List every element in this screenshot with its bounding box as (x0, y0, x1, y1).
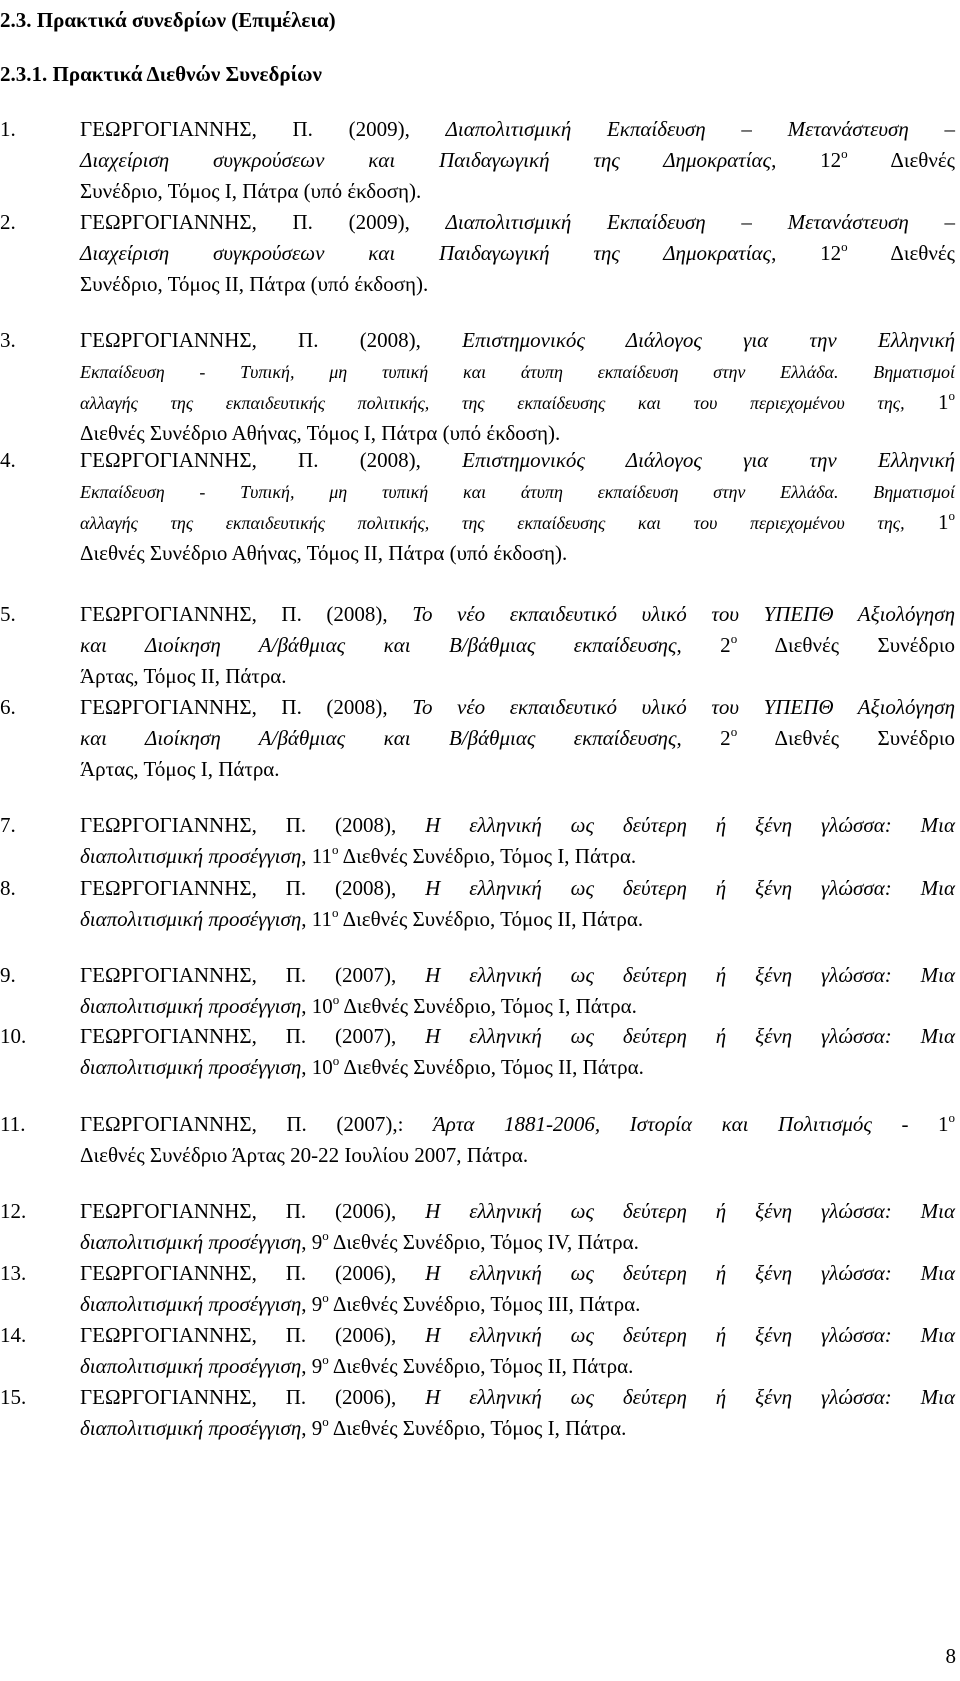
superscript: ο (332, 905, 339, 920)
text: Διεθνές (847, 148, 955, 172)
title-text: Η ελληνική ως δεύτερη ή ξένη γλώσσα: Μια (425, 876, 955, 900)
title-text: αλλαγής της εκπαιδευτικής πολιτικής, της εκπαίδευσης και του περιεχομένου της, (80, 513, 905, 533)
text: Διεθνές Συνέδριο, Τόμος ΙΙ, Πάτρα. (339, 1055, 644, 1079)
text: Συνέδριο, Τόμος ΙΙ, Πάτρα (υπό έκδοση). (80, 272, 429, 296)
list-item (0, 1258, 955, 1320)
text: , 9 (301, 1230, 323, 1254)
author-year: ΓΕΩΡΓΟΓΙΑΝΝΗΣ, Π. (2008), (80, 813, 426, 837)
title-text: Η ελληνική ως δεύτερη ή ξένη γλώσσα: Μια (425, 1261, 955, 1285)
list-item (0, 810, 955, 872)
text: Διεθνές Συνέδριο (737, 633, 956, 657)
list-item (0, 1196, 955, 1258)
item-number: 15. (0, 1385, 27, 1409)
title-text: διαπολιτισμική προσέγγιση (80, 907, 302, 931)
text: Άρτας, Τόμος Ι, Πάτρα. (80, 757, 280, 781)
superscript: ο (322, 1228, 329, 1243)
title-text: διαπολιτισμική προσέγγιση (80, 1292, 302, 1316)
list-item (0, 325, 955, 449)
text: 1 (904, 510, 949, 534)
superscript: ο (730, 724, 738, 739)
text: Διεθνές Συνέδριο (737, 726, 956, 750)
text: 1 (904, 390, 949, 414)
text: , 12 (771, 241, 842, 265)
item-number: 7. (0, 813, 16, 837)
author-year: ΓΕΩΡΓΟΓΙΑΝΝΗΣ, Π. (2008), (80, 328, 463, 352)
item-number: 8. (0, 876, 16, 900)
superscript: ο (948, 388, 955, 403)
title-text: διαπολιτισμική προσέγγιση (80, 994, 302, 1018)
text: Διεθνές Συνέδριο, Τόμος Ι, Πάτρα. (328, 1416, 627, 1440)
title-text: διαπολιτισμική προσέγγιση (80, 1354, 302, 1378)
author-year: ΓΕΩΡΓΟΓΙΑΝΝΗΣ, Π. (2008), (80, 695, 413, 719)
item-number: 14. (0, 1323, 27, 1347)
author-year: ΓΕΩΡΓΟΓΙΑΝΝΗΣ, Π. (2006), (80, 1385, 426, 1409)
author-year: ΓΕΩΡΓΟΓΙΑΝΝΗΣ, Π. (2008), (80, 602, 413, 626)
text: , 11 (301, 907, 333, 931)
title-text: Η ελληνική ως δεύτερη ή ξένη γλώσσα: Μια (425, 1385, 955, 1409)
title-text: διαπολιτισμική προσέγγιση (80, 1055, 302, 1079)
author-year: ΓΕΩΡΓΟΓΙΑΝΝΗΣ, Π. (2006), (80, 1261, 426, 1285)
superscript: ο (322, 1414, 329, 1429)
item-number: 3. (0, 328, 16, 352)
title-text: Εκπαίδευση - Τυπική, μη τυπική και άτυπη εκπαίδευση στην Ελλάδα. Βηματισμοί (80, 362, 955, 382)
list-item (0, 692, 955, 785)
text: Διεθνές Συνέδριο Άρτας 20-22 Ιουλίου 2007, Πάτρα. (80, 1143, 529, 1167)
item-number: 10. (0, 1024, 27, 1048)
title-text: και Διοίκηση Α/βάθμιας και Β/βάθμιας εκπαίδευσης (80, 726, 677, 750)
list-item (0, 873, 955, 935)
item-number: 1. (0, 117, 16, 141)
author-year: ΓΕΩΡΓΟΓΙΑΝΝΗΣ, Π. (2008), (80, 876, 426, 900)
title-text: διαπολιτισμική προσέγγιση (80, 1416, 302, 1440)
item-number: 11. (0, 1112, 26, 1136)
list-item (0, 960, 955, 1022)
title-text: Διαπολιτισμική Εκπαίδευση – Μετανάστευση – (445, 117, 955, 141)
text: - 1 (871, 1112, 949, 1136)
title-text: Διαχείριση συγκρούσεων και Παιδαγωγική της Δημοκρατίας (80, 148, 772, 172)
text: , 9 (301, 1416, 323, 1440)
text: , 9 (301, 1292, 323, 1316)
title-text: Η ελληνική ως δεύτερη ή ξένη γλώσσα: Μια (425, 1199, 955, 1223)
text: , 12 (771, 148, 842, 172)
text: , 10 (301, 1055, 333, 1079)
author-year: ΓΕΩΡΓΟΓΙΑΝΝΗΣ, Π. (2006), (80, 1323, 426, 1347)
author-year: ΓΕΩΡΓΟΓΙΑΝΝΗΣ, Π. (2009), (80, 117, 446, 141)
author-year: ΓΕΩΡΓΟΓΙΑΝΝΗΣ, Π. (2007), (80, 963, 426, 987)
list-item (0, 1109, 955, 1171)
title-text: διαπολιτισμική προσέγγιση (80, 1230, 302, 1254)
text: Διεθνές Συνέδριο, Τόμος Ι, Πάτρα. (339, 994, 637, 1018)
item-number: 9. (0, 963, 16, 987)
title-text: διαπολιτισμική προσέγγιση (80, 844, 302, 868)
text: , 2 (676, 633, 731, 657)
text: Διεθνές Συνέδριο Αθήνας, Τόμος Ι, Πάτρα (υπό έκδοση). (80, 421, 561, 445)
list-item (0, 207, 955, 300)
text: , 2 (676, 726, 731, 750)
superscript: ο (332, 1053, 340, 1068)
author-year: ΓΕΩΡΓΟΓΙΑΝΝΗΣ, Π. (2007),: (80, 1112, 433, 1136)
title-text: αλλαγής της εκπαιδευτικής πολιτικής, της εκπαίδευσης και του περιεχομένου της, (80, 393, 905, 413)
author-year: ΓΕΩΡΓΟΓΙΑΝΝΗΣ, Π. (2007), (80, 1024, 426, 1048)
text: , 11 (301, 844, 333, 868)
text: Διεθνές Συνέδριο, Τόμος ΙΙ, Πάτρα. (328, 1354, 634, 1378)
item-number: 4. (0, 448, 16, 472)
superscript: ο (948, 508, 955, 523)
text: Διεθνές (847, 241, 955, 265)
item-number: 6. (0, 695, 16, 719)
title-text: Εκπαίδευση - Τυπική, μη τυπική και άτυπη εκπαίδευση στην Ελλάδα. Βηματισμοί (80, 482, 955, 502)
page-number: 8 (945, 1644, 956, 1668)
superscript: ο (332, 842, 339, 857)
title-text: Το νέο εκπαιδευτικό υλικό του ΥΠΕΠΘ Αξιολόγηση (412, 602, 955, 626)
text: Διεθνές Συνέδριο, Τόμος ΙΙ, Πάτρα. (338, 907, 644, 931)
text: Διεθνές Συνέδριο Αθήνας, Τόμος ΙΙ, Πάτρα (υπό έκδοση). (80, 541, 568, 565)
superscript: ο (322, 1290, 329, 1305)
title-text: Η ελληνική ως δεύτερη ή ξένη γλώσσα: Μια (425, 813, 955, 837)
title-text: Άρτα 1881-2006, Ιστορία και Πολιτισμός (432, 1112, 872, 1136)
text: Συνέδριο, Τόμος Ι, Πάτρα (υπό έκδοση). (80, 179, 422, 203)
title-text: Επιστημονικός Διάλογος για την Ελληνική (462, 448, 955, 472)
superscript: ο (730, 631, 738, 646)
title-text: Η ελληνική ως δεύτερη ή ξένη γλώσσα: Μια (425, 1024, 955, 1048)
list-item (0, 114, 955, 207)
text: Διεθνές Συνέδριο, Τόμος Ι, Πάτρα. (338, 844, 637, 868)
list-item (0, 1382, 955, 1444)
superscript: ο (841, 146, 848, 161)
title-text: και Διοίκηση Α/βάθμιας και Β/βάθμιας εκπαίδευσης (80, 633, 677, 657)
title-text: Η ελληνική ως δεύτερη ή ξένη γλώσσα: Μια (425, 963, 955, 987)
text: Διεθνές Συνέδριο, Τόμος ΙΙΙ, Πάτρα. (328, 1292, 641, 1316)
superscript: ο (948, 1110, 955, 1125)
superscript: ο (322, 1352, 329, 1367)
title-text: Το νέο εκπαιδευτικό υλικό του ΥΠΕΠΘ Αξιολόγηση (412, 695, 955, 719)
superscript: ο (332, 992, 340, 1007)
list-item (0, 445, 955, 569)
title-text: Επιστημονικός Διάλογος για την Ελληνική (462, 328, 955, 352)
author-year: ΓΕΩΡΓΟΓΙΑΝΝΗΣ, Π. (2008), (80, 448, 463, 472)
author-year: ΓΕΩΡΓΟΓΙΑΝΝΗΣ, Π. (2006), (80, 1199, 426, 1223)
item-number: 12. (0, 1199, 27, 1223)
item-number: 13. (0, 1261, 27, 1285)
superscript: ο (841, 239, 848, 254)
text: , 9 (301, 1354, 323, 1378)
title-text: Διαπολιτισμική Εκπαίδευση – Μετανάστευση – (445, 210, 955, 234)
subsection-heading: 2.3.1. Πρακτικά Διεθνών Συνεδρίων (0, 62, 322, 86)
list-item (0, 1021, 955, 1083)
section-heading: 2.3. Πρακτικά συνεδρίων (Επιμέλεια) (0, 8, 336, 32)
item-number: 2. (0, 210, 16, 234)
list-item (0, 1320, 955, 1382)
title-text: Διαχείριση συγκρούσεων και Παιδαγωγική της Δημοκρατίας (80, 241, 772, 265)
text: , 10 (301, 994, 333, 1018)
author-year: ΓΕΩΡΓΟΓΙΑΝΝΗΣ, Π. (2009), (80, 210, 446, 234)
item-number: 5. (0, 602, 16, 626)
title-text: Η ελληνική ως δεύτερη ή ξένη γλώσσα: Μια (425, 1323, 955, 1347)
text: Άρτας, Τόμος ΙΙ, Πάτρα. (80, 664, 287, 688)
text: Διεθνές Συνέδριο, Τόμος ΙV, Πάτρα. (328, 1230, 639, 1254)
list-item (0, 599, 955, 692)
